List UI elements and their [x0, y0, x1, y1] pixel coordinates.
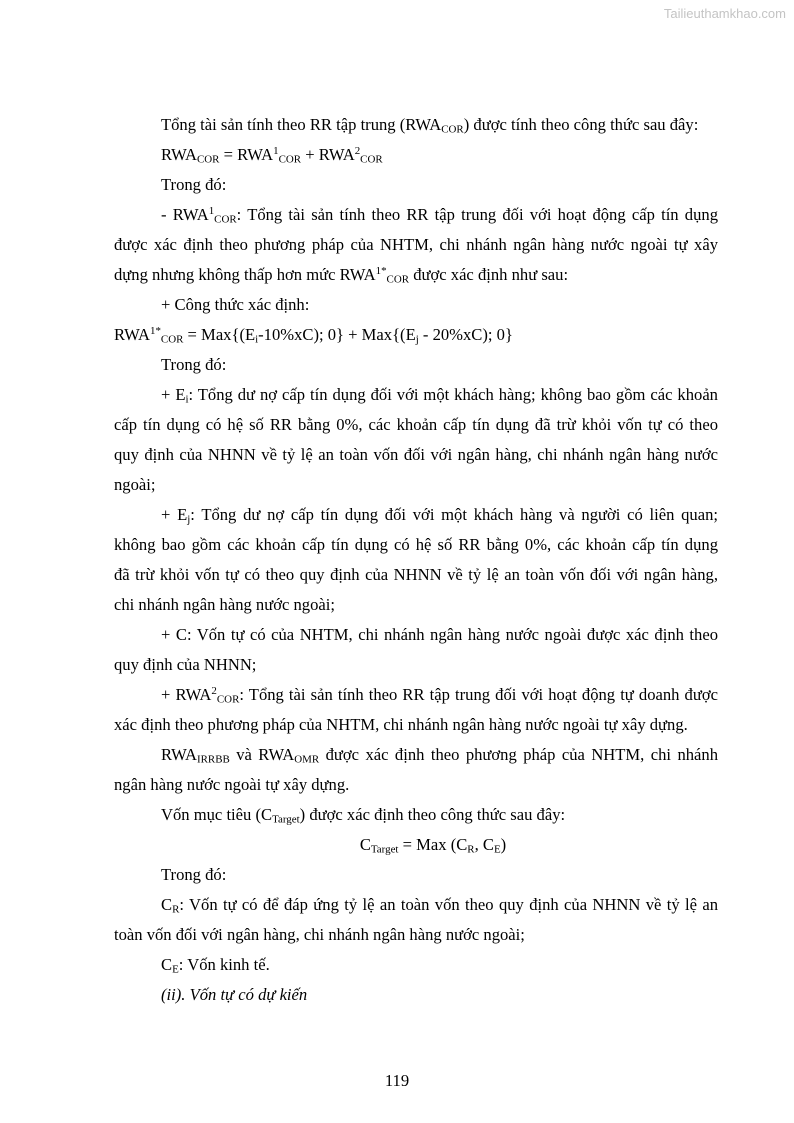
- page-number: 119: [384, 1071, 410, 1090]
- paragraph-line: quy định của NHNN về tỷ lệ an toàn vốn đối với ngân hàng, chi nhánh ngân hàng nước: [114, 445, 718, 464]
- paragraph-line: dựng nhưng không thấp hơn mức $RWA^{1*}_{COR}$ được xác định như sau:: [114, 264, 569, 286]
- paragraph-line: Tổng tài sản tính theo RR tập trung $(RWA_{COR})$ được tính theo công thức sau đây:: [161, 115, 699, 136]
- paragraph-line: Trong đó:: [161, 175, 227, 194]
- paragraph-line: + $RWA^2_{COR}$: Tổng tài sản tính theo RR tập trung đối với hoạt động tự doanh được: [161, 684, 718, 706]
- paragraph-line: ngoài;: [114, 475, 156, 494]
- paragraph-line: - $RWA^1_{COR}$: Tổng tài sản tính theo RR tập trung đối với hoạt động cấp tín dụng: [161, 204, 718, 226]
- paragraph-line: toàn vốn đối với ngân hàng, chi nhánh ngân hàng nước ngoài;: [114, 925, 525, 944]
- paragraph-line: + C: Vốn tự có của NHTM, chi nhánh ngân hàng nước ngoài được xác định theo: [161, 625, 718, 644]
- paragraph-line: $RWA_{IRRBB}$ và $RWA_{OMR}$ được xác định theo phương pháp của NHTM, chi nhánh: [161, 745, 718, 766]
- paragraph-line: cấp tín dụng có hệ số RR bằng 0%, các khoản cấp tín dụng đã trừ khỏi vốn tự có theo: [114, 415, 718, 434]
- formula-line: $C_{Target}$ = Max ($C_R$, $C_E$): [359, 835, 507, 856]
- paragraph-line: $C_E$: Vốn kinh tế.: [161, 955, 270, 976]
- paragraph-line: $C_R$: Vốn tự có để đáp ứng tỷ lệ an toàn vốn theo quy định của NHNN về tỷ lệ an: [161, 895, 718, 916]
- watermark: Tailieuthamkhao.com: [663, 6, 786, 21]
- paragraph-line: + Công thức xác định:: [161, 295, 310, 314]
- formula-line: $RWA_{COR} = RWA^1_{COR} + RWA^2_{COR}$: [161, 144, 383, 166]
- paragraph-line: Trong đó:: [161, 355, 227, 374]
- paragraph-line: + $E_j$: Tổng dư nợ cấp tín dụng đối với một khách hàng và người có liên quan;: [161, 505, 718, 526]
- paragraph-line: không bao gồm các khoản cấp tín dụng có hệ số RR bằng 0%, các khoản cấp tín dụng: [114, 535, 718, 554]
- section-heading: (ii). Vốn tự có dự kiến: [161, 985, 308, 1004]
- paragraph-line: Trong đó:: [161, 865, 227, 884]
- paragraph-line: + $E_i$: Tổng dư nợ cấp tín dụng đối với một khách hàng; không bao gồm các khoản: [161, 385, 718, 406]
- paragraph-line: xác định theo phương pháp của NHTM, chi nhánh ngân hàng nước ngoài tự xây dựng.: [114, 715, 688, 734]
- paragraph-line: quy định của NHNN;: [114, 655, 257, 674]
- paragraph-line: ngân hàng nước ngoài tự xây dựng.: [114, 775, 350, 794]
- formula-line: $RWA^{1*}_{COR} = Max\{(E_i-10\%xC)$; $0\} + Max\{(E_j - 20\%xC)$; 0}: [114, 324, 513, 346]
- paragraph-line: chi nhánh ngân hàng nước ngoài;: [114, 595, 335, 614]
- paragraph-line: Vốn mục tiêu $(C_{Target})$ được xác định theo công thức sau đây:: [161, 805, 566, 826]
- paragraph-line: được xác định theo phương pháp của NHTM, chi nhánh ngân hàng nước ngoài tự xây: [114, 235, 718, 254]
- paragraph-line: đã trừ khỏi vốn tự có theo quy định của NHNN về tỷ lệ an toàn vốn đối với ngân hàng,: [114, 565, 718, 584]
